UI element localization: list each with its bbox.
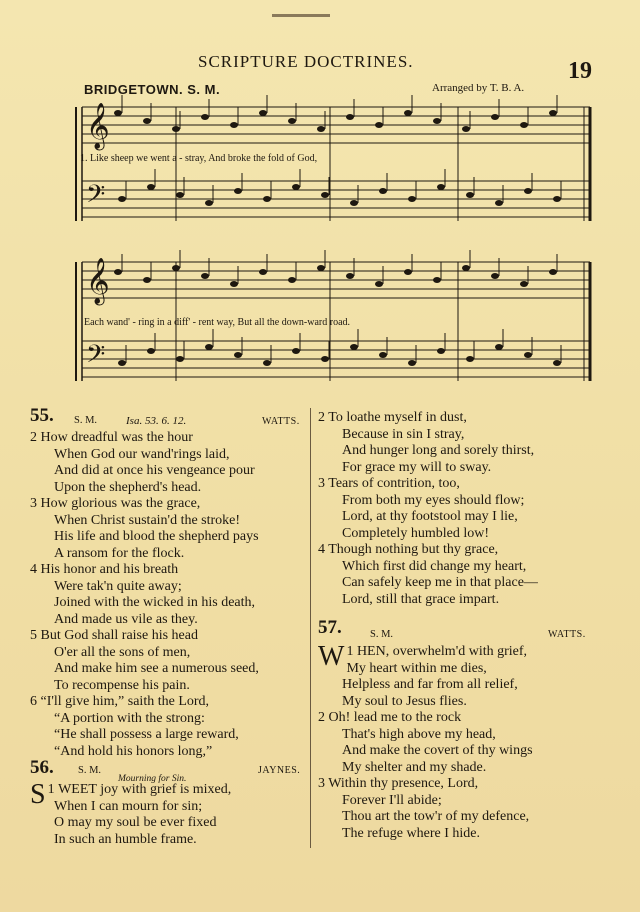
- verse-line: Which first did change my heart,: [342, 558, 527, 574]
- lyrics-line-2: Each wand' - ring in a diff' - rent way, But all the down-ward road.: [84, 317, 351, 328]
- note-head: [176, 356, 184, 362]
- bass-clef: 𝄢: [86, 340, 106, 375]
- verse-line: For grace my will to sway.: [342, 459, 492, 475]
- verse-line: Upon the shepherd's head.: [54, 479, 202, 495]
- note-head: [549, 110, 557, 116]
- page-number: 19: [568, 58, 592, 84]
- verse-line: Lord, still that grace impart.: [342, 591, 500, 607]
- hymn-57: [318, 617, 618, 842]
- note-head: [524, 188, 532, 194]
- verse-line: “A portion with the strong:: [54, 710, 205, 726]
- note-head: [379, 352, 387, 358]
- hymn-author: WATTS.: [548, 629, 586, 640]
- drop-cap: S: [30, 779, 46, 810]
- scripture-ref: Isa. 53. 6. 12.: [126, 415, 187, 427]
- verse-line: 5 But God shall raise his head: [30, 628, 198, 643]
- verse-line: Because in sin I stray,: [342, 426, 465, 442]
- verse-line: 3 Within thy presence, Lord,: [318, 776, 479, 791]
- verse-line: And made us vile as they.: [54, 611, 198, 627]
- hymn-number: 56.: [30, 757, 54, 778]
- note-head: [263, 196, 271, 202]
- verse-line: Forever I'll abide;: [342, 792, 442, 808]
- note-head: [292, 184, 300, 190]
- note-head: [263, 360, 271, 366]
- note-head: [350, 200, 358, 206]
- hymn-number: 55.: [30, 405, 54, 426]
- verse-line: My shelter and my shade.: [342, 759, 487, 775]
- note-head: [375, 122, 383, 128]
- note-head: [118, 196, 126, 202]
- hymn-meter: S. M.: [370, 629, 394, 640]
- running-title: SCRIPTURE DOCTRINES.: [198, 52, 414, 71]
- note-head: [404, 110, 412, 116]
- note-head: [433, 118, 441, 124]
- verse-number: 1: [346, 644, 354, 659]
- note-head: [143, 277, 151, 283]
- note-head: [321, 356, 329, 362]
- hymn-meter: S. M.: [78, 765, 102, 776]
- note-head: [230, 281, 238, 287]
- verse-line: My heart within me dies,: [346, 660, 487, 676]
- note-head: [147, 348, 155, 354]
- verse-line: A ransom for the flock.: [54, 545, 185, 561]
- verse-line: “And hold his honors long,”: [54, 743, 213, 759]
- hymn-56-verses: [30, 799, 310, 849]
- clefs: [86, 103, 110, 375]
- note-head: [433, 277, 441, 283]
- hymn-subtitle: Mourning for Sin.: [118, 774, 187, 784]
- verse-line: The refuge where I hide.: [342, 825, 480, 841]
- note-head: [172, 126, 180, 132]
- hymn-56-continued: [318, 410, 618, 608]
- music-score: [0, 0, 640, 400]
- hymn-meter: S. M.: [74, 415, 98, 426]
- note-head: [495, 200, 503, 206]
- note-head: [317, 126, 325, 132]
- hymn-55: [30, 405, 310, 760]
- note-head: [408, 360, 416, 366]
- first-line-text: WEET joy with grief is mixed,: [58, 782, 232, 797]
- verse-line: 4 His honor and his breath: [30, 562, 179, 577]
- verse-line: His life and blood the shepherd pays: [54, 529, 259, 544]
- verse-line: Lord, at thy footstool may I lie,: [342, 509, 518, 524]
- verse-line: 3 How glorious was the grace,: [30, 496, 201, 511]
- note-head: [234, 352, 242, 358]
- verse-line: O'er all the sons of men,: [54, 644, 191, 660]
- lyrics-line-1: 1. Like sheep we went a - stray, And broke the fold of God,: [80, 153, 318, 164]
- note-head: [350, 344, 358, 350]
- verse-line: That's high above my head,: [342, 726, 496, 742]
- note-head: [321, 192, 329, 198]
- verse-line: And make him see a numerous seed,: [54, 661, 259, 676]
- note-head: [292, 348, 300, 354]
- note-head: [201, 273, 209, 279]
- verse-line: Were tak'n quite away;: [54, 578, 182, 594]
- note-head: [114, 110, 122, 116]
- note-head: [549, 269, 557, 275]
- note-head: [346, 114, 354, 120]
- hymn-author: WATTS.: [262, 416, 300, 427]
- note-head: [205, 344, 213, 350]
- note-head: [408, 196, 416, 202]
- note-head: [462, 265, 470, 271]
- bass-clef: 𝄢: [86, 180, 106, 215]
- note-head: [259, 110, 267, 116]
- treble-clef: 𝄞: [86, 258, 110, 304]
- note-head: [466, 192, 474, 198]
- note-head: [404, 269, 412, 275]
- note-head: [230, 122, 238, 128]
- verse-line: To recompense his pain.: [54, 677, 190, 693]
- verse-line: 6 “I'll give him,” saith the Lord,: [30, 694, 210, 709]
- note-head: [172, 265, 180, 271]
- note-head: [553, 196, 561, 202]
- note-head: [466, 356, 474, 362]
- hymn-56: [30, 757, 310, 848]
- hymn-57-heading: [318, 617, 618, 644]
- verse-line: And did at once his vengeance pour: [54, 463, 255, 478]
- note-head: [259, 269, 267, 275]
- tune-name: BRIDGETOWN. S. M.: [84, 82, 221, 97]
- verse-line: 2 Oh! lead me to the rock: [318, 710, 462, 725]
- hymn-55-verses: [30, 430, 310, 760]
- hymn-author: JAYNES.: [258, 765, 301, 776]
- note-head: [346, 273, 354, 279]
- verse-line: And make the covert of thy wings: [342, 743, 533, 758]
- verse-line: When God our wand'rings laid,: [54, 446, 230, 462]
- hymn-56-continued-verses: [318, 410, 618, 608]
- treble-clef: 𝄞: [86, 103, 110, 149]
- verse-line: Completely humbled low!: [342, 525, 489, 541]
- verse-line: When I can mourn for sin;: [54, 798, 203, 814]
- note-head: [205, 200, 213, 206]
- verse-line: Helpless and far from all relief,: [342, 677, 518, 692]
- note-head: [437, 184, 445, 190]
- staff-lines: [76, 107, 590, 381]
- verse-line: In such an humble frame.: [54, 831, 197, 847]
- note-head: [147, 184, 155, 190]
- verse-line: And hunger long and sorely thirst,: [342, 443, 535, 458]
- note-head: [375, 281, 383, 287]
- first-line-text: HEN, overwhelm'd with grief,: [356, 644, 528, 659]
- note-head: [520, 122, 528, 128]
- hymn-55-heading: [30, 405, 310, 430]
- column-divider: [310, 408, 311, 848]
- verse-line: 2 To loathe myself in dust,: [318, 410, 467, 425]
- drop-cap: W: [318, 641, 345, 672]
- note-head: [288, 277, 296, 283]
- verse-number: 1: [47, 782, 55, 797]
- verse-line: O may my soul be ever fixed: [54, 815, 217, 830]
- note-head: [288, 118, 296, 124]
- note-head: [379, 188, 387, 194]
- verse-line: Thou art the tow'r of my defence,: [342, 809, 530, 824]
- note-head: [462, 126, 470, 132]
- note-head: [437, 348, 445, 354]
- note-head: [118, 360, 126, 366]
- note-head: [553, 360, 561, 366]
- verse-line: Can safely keep me in that place—: [342, 575, 538, 590]
- note-head: [491, 114, 499, 120]
- hymn-number: 57.: [318, 617, 342, 638]
- verse-line: From both my eyes should flow;: [342, 492, 525, 508]
- verse-line: “He shall possess a large reward,: [54, 727, 239, 742]
- hymn-57-verses: [318, 661, 618, 843]
- note-head: [201, 114, 209, 120]
- note-head: [317, 265, 325, 271]
- verse-line: 2 How dreadful was the hour: [30, 430, 193, 445]
- note-head: [491, 273, 499, 279]
- hymn-56-heading: [30, 757, 310, 784]
- note-head: [234, 188, 242, 194]
- verse-line: Joined with the wicked in his death,: [54, 595, 256, 610]
- verse-line: My soul to Jesus flies.: [342, 693, 467, 709]
- note-head: [495, 344, 503, 350]
- note-head: [143, 118, 151, 124]
- note-head: [520, 281, 528, 287]
- verse-line: 4 Though nothing but thy grace,: [318, 542, 499, 557]
- note-head: [114, 269, 122, 275]
- verse-line: When Christ sustain'd the stroke!: [54, 512, 241, 528]
- note-head: [176, 192, 184, 198]
- note-head: [524, 352, 532, 358]
- verse-line: 3 Tears of contrition, too,: [318, 476, 460, 491]
- arranger-credit: Arranged by T. B. A.: [432, 82, 525, 94]
